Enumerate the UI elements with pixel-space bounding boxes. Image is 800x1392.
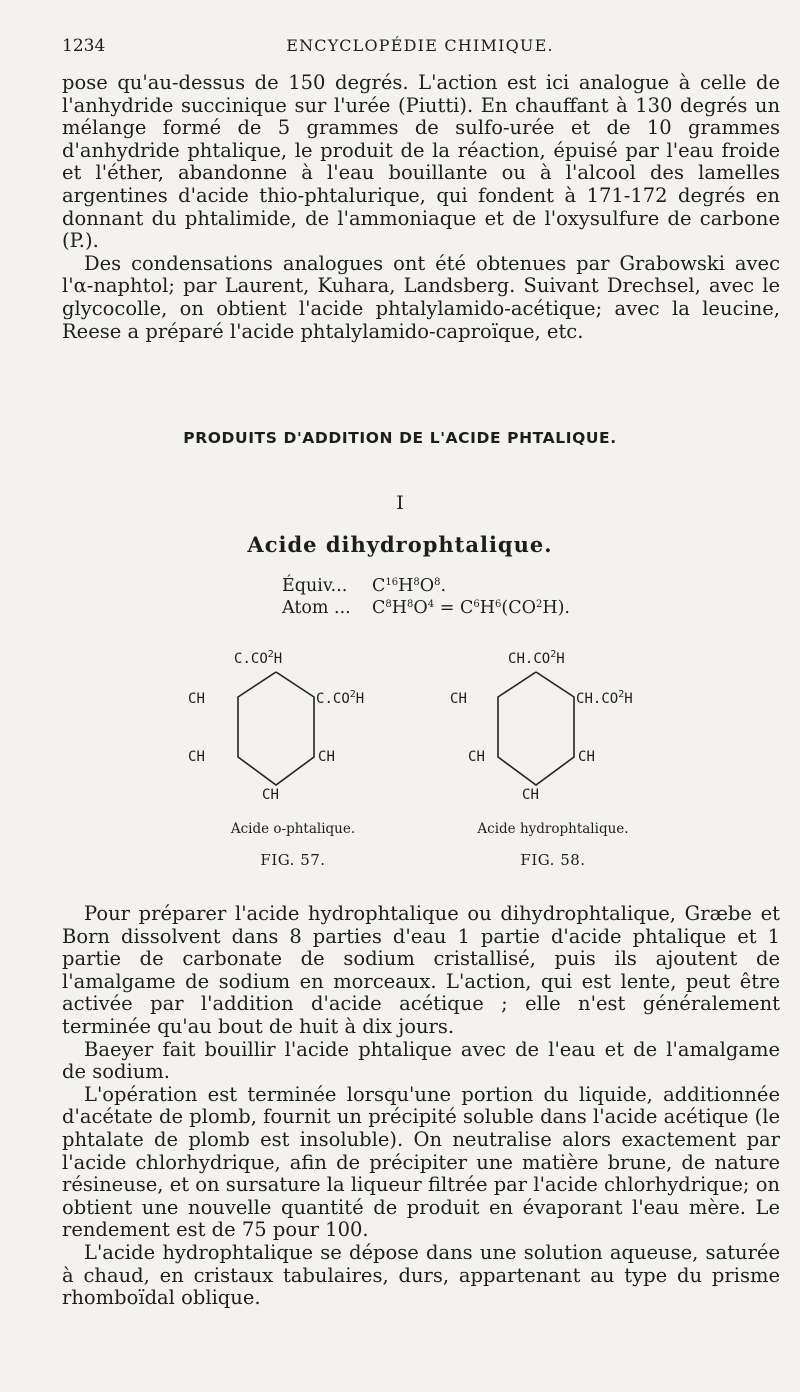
figure-57: [178, 645, 408, 885]
page-number: 1234: [62, 36, 106, 56]
hexagon-ring-diagram: [438, 645, 668, 815]
section-title: PRODUITS D'ADDITION DE L'ACIDE PHTALIQUE.: [183, 429, 617, 447]
figure-58: [438, 645, 668, 885]
paragraph: L'opération est terminée lorsqu'une portion du liquide, additionnée d'acétate de plomb, fournit un précipité soluble dans l'acide acétique (le phtalate de plomb est insoluble). On neutralise alors exactement par l'acide chlorhydrique, afin de précipiter une matière brune, de nature résineuse, et on sursature la liqueur filtrée par l'acide chlorhydrique; on obtient une nouvelle quantité de produit en évaporant l'eau mère. Le rendement est de 75 pour 100.: [62, 1082, 780, 1242]
bottom-text-block: [62, 903, 780, 1310]
figure-caption: Acide hydrophtalique.: [477, 821, 629, 837]
ring-atom-lower-left: CH: [188, 749, 205, 765]
paragraph: Pour préparer l'acide hydrophtalique ou dihydrophtalique, Græbe et Born dissolvent dans 8 parties d'eau 1 partie d'acide phtalique et 1 partie de carbonate de sodium cristallisé, puis ils ajoutent de l'amalgame de sodium en morceaux. L'action, qui est lente, peut être activée par l'addition d'acide acétique ; elle n'est généralement terminée qu'au bout de huit à dix jours.: [62, 902, 780, 1038]
equivalent-formula-row: [282, 575, 622, 597]
figure-label: FIG. 58.: [520, 851, 586, 869]
ring-atom-bottom: CH: [522, 787, 539, 803]
atomic-formula-row: [282, 597, 622, 619]
ring-atom-upper-left: CH: [450, 691, 467, 707]
ring-atom-lower-right: CH: [578, 749, 595, 765]
figure-caption: Acide o-phtalique.: [230, 821, 356, 837]
running-head: [60, 36, 780, 60]
ring-atom-lower-left: CH: [468, 749, 485, 765]
ring-atom-upper-right: $C.CO^2H$: [316, 689, 365, 707]
ring-atom-upper-left: CH: [188, 691, 205, 707]
running-title: ENCYCLOPÉDIE CHIMIQUE.: [286, 36, 554, 55]
section-number: I: [396, 492, 404, 514]
ring-atom-upper-right: $CH.CO^2H$: [576, 689, 633, 707]
equiv-formula: $C^{16}H^8O^8$.: [372, 576, 447, 596]
paragraph: Baeyer fait bouillir l'acide phtalique avec de l'eau et de l'amalgame de sodium.: [62, 1037, 780, 1084]
ring-atom-top: $C.CO^2H$: [234, 649, 283, 667]
atom-formula: $C^8H^8O^4 = C^6H^6(CO^2H)$.: [372, 598, 570, 618]
formula-block: [282, 575, 622, 619]
paragraph: L'acide hydrophtalique se dépose dans une solution aqueuse, saturée à chaud, en cristaux tabulaires, durs, appartenant au type du prisme rhomboïdal oblique.: [62, 1240, 780, 1310]
atom-label: Atom ...: [282, 598, 351, 618]
ring-atom-top: $CH.CO^2H$: [508, 649, 565, 667]
figure-label: FIG. 57.: [260, 851, 326, 869]
hexagon-ring-diagram: [178, 645, 408, 815]
ring-atom-lower-right: CH: [318, 749, 335, 765]
paragraph: Des condensations analogues ont été obtenues par Grabowski avec l'α-naphtol; par Laurent, Kuhara, Landsberg. Suivant Drechsel, avec le glycocolle, on obtient l'acide phtalylamido-acétique; avec la leucine, Reese a préparé l'acide phtalylamido-caproïque, etc.: [62, 251, 780, 343]
compound-heading: Acide dihydrophtalique.: [247, 532, 553, 557]
paragraph: pose qu'au-dessus de 150 degrés. L'action est ici analogue à celle de l'anhydride succinique sur l'urée (Piutti). En chauffant à 130 degrés un mélange formé de 5 grammes de sulfo-urée et de 10 grammes d'anhydride phtalique, le produit de la réaction, épuisé par l'eau froide et l'éther, abandonne à l'eau bouillante ou à l'alcool des lamelles argentines d'acide thio-phtalurique, qui fondent à 171-172 degrés en donnant du phtalimide, de l'ammoniaque et de l'oxysulfure de carbone (P.).: [62, 71, 780, 253]
top-text-block: [62, 72, 780, 343]
ring-atom-bottom: CH: [262, 787, 279, 803]
equiv-label: Équiv...: [282, 576, 348, 596]
